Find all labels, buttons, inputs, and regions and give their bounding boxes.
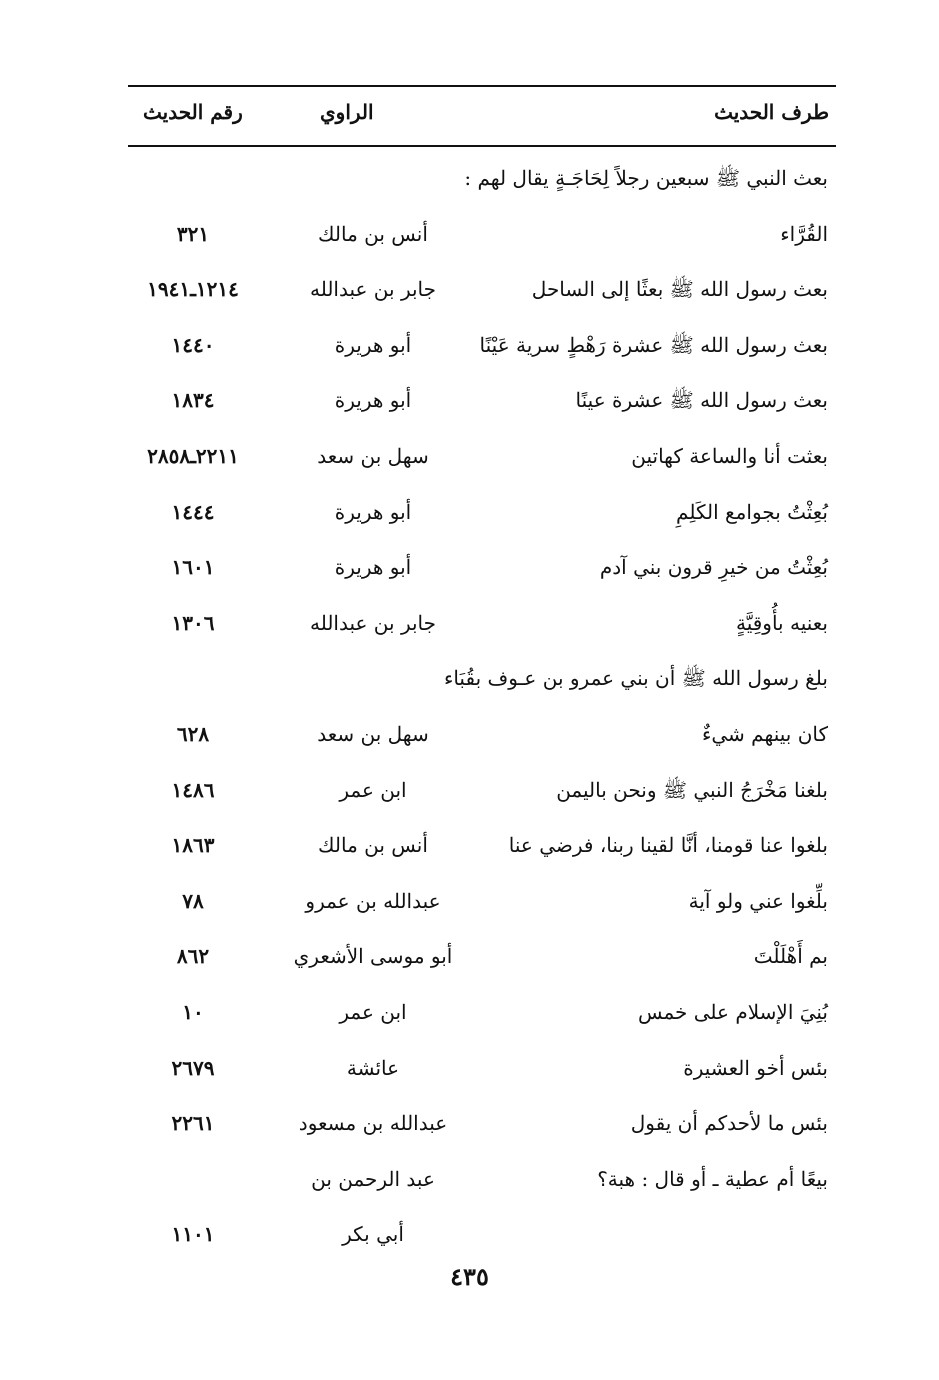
table-row xyxy=(128,434,836,490)
hadith-number: ٨٦٢ xyxy=(176,944,210,969)
hadith-number: ١٨٦٣ xyxy=(171,833,215,858)
hadith-number: ١٤٤٤ xyxy=(171,499,215,524)
top-rule xyxy=(128,85,836,87)
table-row xyxy=(128,490,836,546)
table-row xyxy=(128,1101,836,1157)
hadith-text: بئس ما لأحدكم أن يقول xyxy=(630,1111,828,1136)
page-number: ٤٣٥ xyxy=(450,1262,489,1291)
narrator-name: عبد الرحمن بن xyxy=(311,1166,435,1191)
table-row xyxy=(128,1212,836,1268)
table-row xyxy=(128,156,836,212)
narrator-name: عبدالله بن مسعود xyxy=(298,1111,448,1136)
table-row xyxy=(128,656,836,712)
table-row xyxy=(128,545,836,601)
header-hadith-number: رقم الحديث xyxy=(143,100,243,124)
hadith-number: ١٠ xyxy=(182,999,204,1024)
narrator-name: سهل بن سعد xyxy=(317,721,429,746)
narrator-name: عبدالله بن عمرو xyxy=(305,888,441,913)
narrator-name: جابر بن عبدالله xyxy=(309,277,437,302)
hadith-text: بلغوا عنا قومنا، أنَّا لقينا ربنا، فرضي عنا xyxy=(508,833,828,858)
table-row xyxy=(128,323,836,379)
hadith-text: بعث رسول الله ﷺ بعثًا إلى الساحل xyxy=(531,277,828,302)
hadith-number: ١٤٤٠ xyxy=(171,332,215,357)
hadith-text: بم أَهْلَلْتَ xyxy=(753,944,828,969)
hadith-number: ١٦٠١ xyxy=(171,555,215,580)
hadith-number: ١٨٣٤ xyxy=(171,388,215,413)
table-row xyxy=(128,934,836,990)
narrator-name: ابن عمر xyxy=(339,777,407,802)
header-narrator: الراوي xyxy=(320,100,374,124)
hadith-number: ٢٢٦١ xyxy=(171,1111,215,1136)
hadith-number: ٧٨ xyxy=(182,888,204,913)
hadith-text: بعث رسول الله ﷺ عشرة رَهْطٍ سرية عَيْنًا xyxy=(479,332,828,357)
table-row xyxy=(128,212,836,268)
table-row xyxy=(128,378,836,434)
hadith-text: بلِّغوا عني ولو آية xyxy=(688,888,828,913)
hadith-number: ٣٢١ xyxy=(176,221,210,246)
hadith-number: ٢٢١١ـ٢٨٥٨ xyxy=(147,443,239,468)
hadith-text: بعنيه بأُوقِيَّةٍ xyxy=(735,610,828,635)
narrator-name: أبي بكر xyxy=(342,1222,404,1247)
table-row xyxy=(128,712,836,768)
table-row xyxy=(128,1157,836,1213)
hadith-text: بئس أخو العشيرة xyxy=(683,1055,828,1080)
hadith-text: القُرَّاء xyxy=(780,221,828,246)
hadith-number: ٢٦٧٩ xyxy=(171,1055,215,1080)
hadith-text: بعثت أنا والساعة كهاتين xyxy=(631,443,828,468)
table-row xyxy=(128,267,836,323)
table-row xyxy=(128,601,836,657)
hadith-text: بيعًا أم عطية ـ أو قال : هبة؟ xyxy=(597,1166,828,1191)
narrator-name: أبو هريرة xyxy=(334,388,412,413)
narrator-name: أبو هريرة xyxy=(334,499,412,524)
narrator-name: سهل بن سعد xyxy=(317,443,429,468)
narrator-name: أبو هريرة xyxy=(334,555,412,580)
table-row xyxy=(128,990,836,1046)
narrator-name: أبو موسى الأشعري xyxy=(293,944,453,969)
header-hadith-text: طرف الحديث xyxy=(714,100,829,124)
hadith-text: بُنِيَ الإسلام على خمس xyxy=(637,999,828,1024)
narrator-name: أنس بن مالك xyxy=(318,221,428,246)
hadith-text: بُعِثْتُ من خيرِ قرون بني آدم xyxy=(599,555,828,580)
header-rule xyxy=(128,145,836,147)
table-row xyxy=(128,823,836,879)
narrator-name: عائشة xyxy=(346,1055,400,1080)
hadith-text: بُعِثْتُ بجوامع الكَلِمِ xyxy=(676,499,828,524)
hadith-number: ١٣٠٦ xyxy=(171,610,215,635)
narrator-name: جابر بن عبدالله xyxy=(309,610,437,635)
hadith-text: بعث النبي ﷺ سبعين رجلاً لِحَاجَـةٍ يقال لهم : xyxy=(464,166,828,190)
table-row xyxy=(128,768,836,824)
hadith-text: بلغنا مَخْرَجُ النبي ﷺ ونحن باليمن xyxy=(556,777,828,802)
narrator-name: أنس بن مالك xyxy=(318,833,428,858)
table-row xyxy=(128,879,836,935)
table-row xyxy=(128,1046,836,1102)
hadith-text: بلغ رسول الله ﷺ أن بني عمرو بن عـوف بقُبَاء xyxy=(443,666,828,691)
hadith-index-table xyxy=(128,156,836,1268)
hadith-number: ١٤٨٦ xyxy=(171,777,215,802)
hadith-number: ١٢١٤ـ١٩٤١ xyxy=(147,277,239,302)
narrator-name: ابن عمر xyxy=(339,999,407,1024)
hadith-number: ٦٢٨ xyxy=(176,721,210,746)
hadith-text: بعث رسول الله ﷺ عشرة عينًا xyxy=(575,388,828,413)
hadith-number: ١١٠١ xyxy=(171,1222,215,1247)
narrator-name: أبو هريرة xyxy=(334,332,412,357)
hadith-text: كان بينهم شيءٌ xyxy=(701,721,828,746)
